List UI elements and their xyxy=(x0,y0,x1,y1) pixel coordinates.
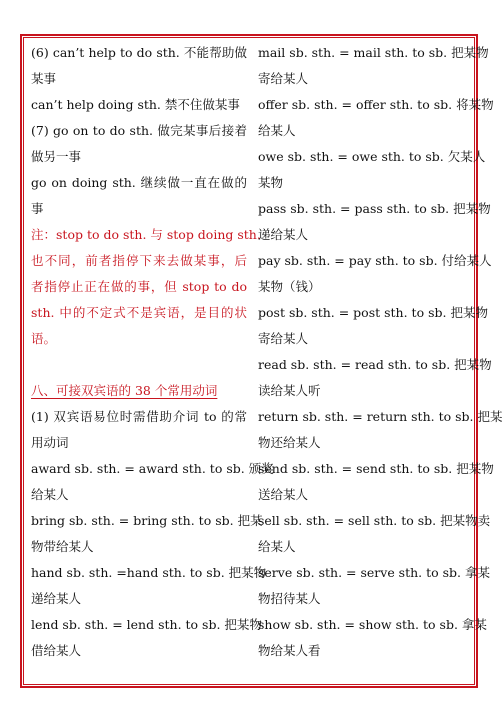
text-line: 某事 xyxy=(31,71,57,86)
text-line: 某物（钱） xyxy=(258,279,321,294)
text-line: hand sb. sth. =hand sth. to sb. 把某物 xyxy=(31,565,267,580)
text-line: 物招待某人 xyxy=(258,591,321,606)
text-line: 递给某人 xyxy=(31,591,82,606)
left-column xyxy=(31,40,274,664)
text-line: go on doing sth. 继续做一直在做的 xyxy=(31,175,247,190)
text-line: 物带给某人 xyxy=(31,539,94,554)
text-line: sell sb. sth. = sell sth. to sb. 把某物卖 xyxy=(258,513,491,528)
text-line: 借给某人 xyxy=(31,643,82,658)
text-line: (6) can’t help to do sth. 不能帮助做 xyxy=(31,45,247,60)
text-line: pay sb. sth. = pay sth. to sb. 付给某人 xyxy=(258,253,492,268)
text-line: offer sb. sth. = offer sth. to sb. 将某物 xyxy=(258,97,494,112)
text-line: 寄给某人 xyxy=(258,331,309,346)
text-line: pass sb. sth. = pass sth. to sb. 把某物 xyxy=(258,201,491,216)
text-line: read sb. sth. = read sth. to sb. 把某物 xyxy=(258,357,492,372)
text-line: bring sb. sth. = bring sth. to sb. 把某 xyxy=(31,513,263,528)
text-line: lend sb. sth. = lend sth. to sb. 把某物 xyxy=(31,617,262,632)
text-line: 物给某人看 xyxy=(258,643,321,658)
text-line: post sb. sth. = post sth. to sb. 把某物 xyxy=(258,305,488,320)
text-line: show sb. sth. = show sth. to sb. 拿某 xyxy=(258,617,487,632)
text-line: 用动词 xyxy=(31,435,69,450)
text-line: 寄给某人 xyxy=(258,71,309,86)
text-line: 做另一事 xyxy=(31,149,82,164)
text-line: mail sb. sth. = mail sth. to sb. 把某物 xyxy=(258,45,489,60)
text-line: award sb. sth. = award sth. to sb. 颁奖 xyxy=(31,461,274,476)
text-line: (1) 双宾语易位时需借助介词 to 的常 xyxy=(31,409,247,424)
note-line: 语。 xyxy=(31,331,57,346)
note-line: 注：stop to do sth. 与 stop doing sth. xyxy=(31,227,261,242)
text-line: can’t help doing sth. 禁不住做某事 xyxy=(31,97,240,112)
section-heading: 八、可接双宾语的 38 个常用动词 xyxy=(31,383,218,398)
right-column xyxy=(258,40,502,664)
text-line: 读给某人听 xyxy=(258,383,321,398)
text-line: 给某人 xyxy=(258,539,296,554)
blank-line xyxy=(31,352,247,378)
text-line: 递给某人 xyxy=(258,227,309,242)
note-line: 者指停止正在做的事，但 stop to do xyxy=(31,279,247,294)
text-line: 事 xyxy=(31,201,44,216)
text-line: return sb. sth. = return sth. to sb. 把某 xyxy=(258,409,502,424)
text-line: 给某人 xyxy=(258,123,296,138)
text-line: serve sb. sth. = serve sth. to sb. 拿某 xyxy=(258,565,491,580)
text-line: 给某人 xyxy=(31,487,69,502)
note-line: 也不同，前者指停下来去做某事，后 xyxy=(31,253,247,268)
text-line: (7) go on to do sth. 做完某事后接着 xyxy=(31,123,247,138)
text-line: 送给某人 xyxy=(258,487,309,502)
text-line: 物还给某人 xyxy=(258,435,321,450)
text-line: 某物 xyxy=(258,175,284,190)
text-line: send sb. sth. = send sth. to sb. 把某物 xyxy=(258,461,494,476)
text-line: owe sb. sth. = owe sth. to sb. 欠某人 xyxy=(258,149,486,164)
note-line: sth. 中的不定式不是宾语，是目的状 xyxy=(31,305,247,320)
